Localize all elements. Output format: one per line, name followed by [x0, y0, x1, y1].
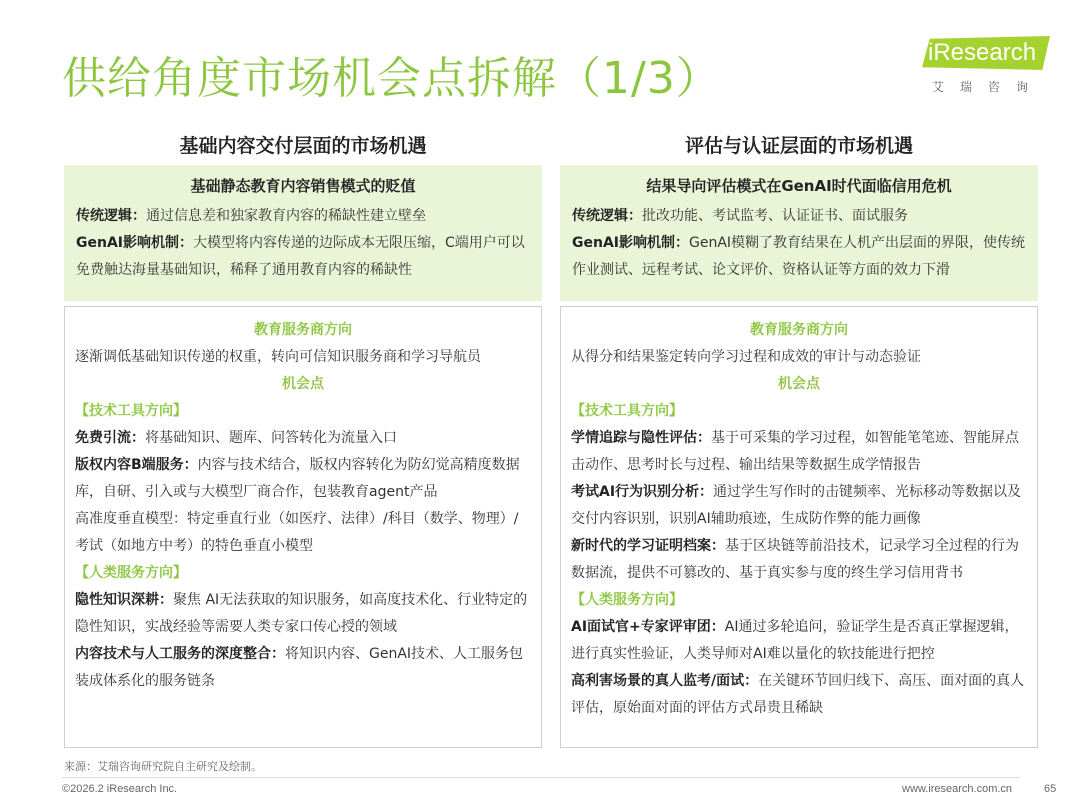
right-summary-item: GenAI影响机制：GenAI模糊了教育结果在人机产出层面的界限，使传统作业测试、远程考试、论文评价、资格认证等方面的效力下滑 [572, 235, 1026, 278]
left-human-item: 内容技术与人工服务的深度整合：将知识内容、GenAI技术、人工服务包装成体系化的服务链条 [75, 646, 524, 689]
website-link[interactable]: www.iresearch.com.cn [902, 783, 1013, 795]
right-human-item: AI面试官+专家评审团：AI通过多轮追问，验证学生是否真正掌握逻辑，进行真实性验证，人类导师对AI难以量化的软技能进行把控 [571, 619, 1019, 662]
left-human-item: 隐性知识深耕：聚焦 AI无法获取的知识服务，如高度技术化、行业特定的隐性知识，实战经验等需要人类专家口传心授的领域 [75, 592, 528, 635]
left-tech-category: 【技术工具方向】 [75, 403, 187, 419]
left-direction-title: 教育服务商方向 [254, 322, 352, 338]
right-tech-item: 考试AI行为识别分析：通过学生写作时的击键频率、光标移动等数据以及交付内容识别，识别AI辅助痕迹，生成防作弊的能力画像 [571, 484, 1022, 527]
logo-subtitle: 艾瑞咨询 [932, 80, 1045, 94]
left-summary-item: GenAI影响机制：大模型将内容传递的边际成本无限压缩，C端用户可以免费触达海量基础知识，稀释了通用教育内容的稀缺性 [76, 235, 525, 278]
left-direction-text: 逐渐调低基础知识传递的权重，转向可信知识服务商和学习导航员 [75, 349, 481, 365]
left-tech-item: 版权内容B端服务：内容与技术结合，版权内容转化为防幻觉高精度数据库，自研、引入或与大模型厂商合作，包装教育agent产品 [75, 457, 520, 500]
page-title: 供给角度市场机会点拆解（1/3） [62, 53, 721, 104]
right-summary-item: 传统逻辑：批改功能、考试监考、认证证书、面试服务 [572, 208, 908, 224]
right-summary-title: 结果导向评估模式在GenAI时代面临信用危机 [646, 177, 952, 195]
right-column-heading: 评估与认证层面的市场机遇 [684, 135, 913, 157]
left-opportunity-title: 机会点 [282, 376, 324, 392]
right-detail-box [560, 306, 1038, 748]
right-tech-item: 新时代的学习证明档案：基于区块链等前沿技术，记录学习全过程的行为数据流，提供不可篡改的、基于真实参与度的终生学习信用背书 [571, 538, 1019, 581]
right-human-item: 高利害场景的真人监考/面试：在关键环节回归线下、高压、面对面的真人评估，原始面对面的评估方式昂贵且稀缺 [571, 673, 1025, 716]
left-tech-item: 高准度垂直模型：特定垂直行业（如医疗、法律）/科目（数学、物理）/考试（如地方中考）的特色垂直小模型 [75, 511, 519, 554]
right-summary-box [560, 165, 1038, 301]
right-direction-title: 教育服务商方向 [750, 322, 848, 338]
footer-divider [62, 777, 1020, 778]
source-note: 来源：艾瑞咨询研究院自主研究及绘制。 [64, 760, 262, 773]
right-direction-text: 从得分和结果鉴定转向学习过程和成效的审计与动态验证 [571, 349, 921, 365]
right-human-category: 【人类服务方向】 [571, 592, 683, 608]
left-human-category: 【人类服务方向】 [75, 565, 187, 581]
right-opportunity-title: 机会点 [778, 376, 820, 392]
left-summary-item: 传统逻辑：通过信息差和独家教育内容的稀缺性建立壁垒 [76, 208, 426, 224]
iresearch-logo [922, 36, 1052, 98]
page-number: 65 [1044, 783, 1057, 795]
left-summary-title: 基础静态教育内容销售模式的贬值 [190, 177, 416, 195]
copyright: ©2026.2 iResearch Inc. [62, 783, 178, 795]
logo-text: iResearch [928, 39, 1037, 66]
left-detail-box [64, 306, 542, 748]
left-tech-item: 免费引流：将基础知识、题库、问答转化为流量入口 [75, 430, 397, 446]
left-summary-box [64, 165, 542, 301]
right-tech-category: 【技术工具方向】 [571, 403, 683, 419]
right-tech-item: 学情追踪与隐性评估：基于可采集的学习过程，如智能笔笔迹、智能屏点击动作、思考时长与过程、输出结果等数据生成学情报告 [571, 430, 1019, 473]
left-column-heading: 基础内容交付层面的市场机遇 [179, 135, 427, 157]
